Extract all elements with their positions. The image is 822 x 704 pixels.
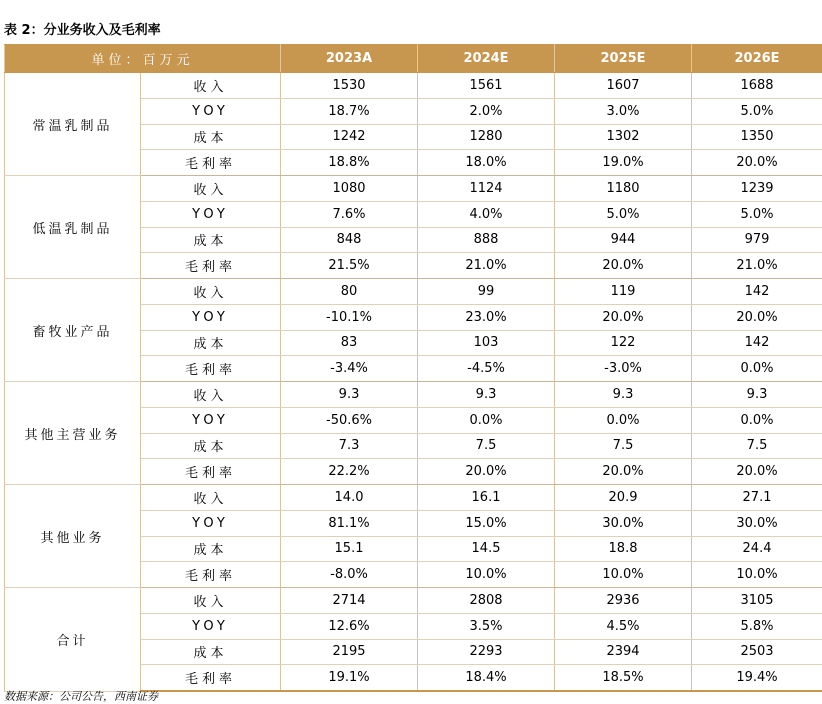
value-cell: 5.0% [692, 201, 822, 227]
value-cell: 15.0% [418, 510, 555, 536]
value-cell: 0.0% [692, 356, 822, 382]
value-cell: 5.0% [555, 201, 692, 227]
metric-label: 成本 [141, 536, 281, 562]
metric-label: 成本 [141, 124, 281, 150]
metric-label: 收入 [141, 279, 281, 305]
value-cell: 1350 [692, 124, 822, 150]
value-cell: 4.5% [555, 613, 692, 639]
value-cell: 22.2% [281, 459, 418, 485]
value-cell: 19.1% [281, 665, 418, 691]
value-cell: 20.0% [692, 150, 822, 176]
value-cell: 0.0% [555, 407, 692, 433]
value-cell: 9.3 [555, 382, 692, 408]
year-header: 2024E [418, 45, 555, 73]
value-cell: 103 [418, 330, 555, 356]
metric-label: YOY [141, 510, 281, 536]
value-cell: 12.6% [281, 613, 418, 639]
value-cell: 20.0% [555, 304, 692, 330]
table-row [5, 73, 822, 99]
value-cell: -10.1% [281, 304, 418, 330]
value-cell: 5.0% [692, 98, 822, 124]
value-cell: 14.0 [281, 485, 418, 511]
segment-label: 低温乳制品 [5, 176, 141, 279]
value-cell: 80 [281, 279, 418, 305]
segment-label: 合计 [5, 588, 141, 692]
value-cell: 7.5 [555, 433, 692, 459]
segment-label: 畜牧业产品 [5, 279, 141, 382]
value-cell: 18.8 [555, 536, 692, 562]
metric-label: 毛利率 [141, 665, 281, 691]
value-cell: 20.0% [555, 253, 692, 279]
value-cell: 1302 [555, 124, 692, 150]
value-cell: 83 [281, 330, 418, 356]
value-cell: 21.5% [281, 253, 418, 279]
value-cell: 10.0% [418, 562, 555, 588]
value-cell: 7.5 [418, 433, 555, 459]
value-cell: 18.7% [281, 98, 418, 124]
revenue-margin-table [4, 44, 822, 692]
value-cell: 2394 [555, 639, 692, 665]
value-cell: 10.0% [555, 562, 692, 588]
value-cell: 9.3 [692, 382, 822, 408]
value-cell: 20.9 [555, 485, 692, 511]
value-cell: 1180 [555, 176, 692, 202]
value-cell: 1242 [281, 124, 418, 150]
metric-label: YOY [141, 98, 281, 124]
metric-label: 成本 [141, 330, 281, 356]
value-cell: 1688 [692, 73, 822, 99]
value-cell: 19.4% [692, 665, 822, 691]
metric-label: 毛利率 [141, 150, 281, 176]
header-row [5, 45, 822, 73]
value-cell: 21.0% [692, 253, 822, 279]
value-cell: 4.0% [418, 201, 555, 227]
value-cell: 30.0% [555, 510, 692, 536]
value-cell: 2293 [418, 639, 555, 665]
value-cell: 1561 [418, 73, 555, 99]
value-cell: 9.3 [418, 382, 555, 408]
value-cell: 888 [418, 227, 555, 253]
value-cell: -3.0% [555, 356, 692, 382]
value-cell: 1080 [281, 176, 418, 202]
value-cell: 2714 [281, 588, 418, 614]
value-cell: -50.6% [281, 407, 418, 433]
value-cell: 14.5 [418, 536, 555, 562]
value-cell: 10.0% [692, 562, 822, 588]
metric-label: 收入 [141, 73, 281, 99]
metric-label: 成本 [141, 639, 281, 665]
metric-label: YOY [141, 304, 281, 330]
value-cell: 944 [555, 227, 692, 253]
value-cell: 2936 [555, 588, 692, 614]
value-cell: 30.0% [692, 510, 822, 536]
metric-label: 毛利率 [141, 562, 281, 588]
value-cell: 18.8% [281, 150, 418, 176]
value-cell: 0.0% [418, 407, 555, 433]
value-cell: -4.5% [418, 356, 555, 382]
year-header: 2025E [555, 45, 692, 73]
segment-label: 常温乳制品 [5, 73, 141, 176]
table-row [5, 588, 822, 614]
value-cell: 979 [692, 227, 822, 253]
value-cell: 9.3 [281, 382, 418, 408]
value-cell: 21.0% [418, 253, 555, 279]
metric-label: 收入 [141, 485, 281, 511]
value-cell: 3105 [692, 588, 822, 614]
value-cell: 2195 [281, 639, 418, 665]
metric-label: 毛利率 [141, 253, 281, 279]
metric-label: 收入 [141, 176, 281, 202]
value-cell: 27.1 [692, 485, 822, 511]
value-cell: 18.0% [418, 150, 555, 176]
value-cell: 7.3 [281, 433, 418, 459]
data-source-note: 数据来源：公司公告，西南证券 [4, 690, 158, 703]
metric-label: YOY [141, 407, 281, 433]
value-cell: 20.0% [555, 459, 692, 485]
value-cell: 142 [692, 330, 822, 356]
table-title: 表 2：分业务收入及毛利率 [4, 23, 161, 38]
metric-label: YOY [141, 201, 281, 227]
unit-header: 单位：百万元 [5, 45, 281, 73]
value-cell: 19.0% [555, 150, 692, 176]
value-cell: 1280 [418, 124, 555, 150]
value-cell: 5.8% [692, 613, 822, 639]
segment-label: 其他业务 [5, 485, 141, 588]
value-cell: 1124 [418, 176, 555, 202]
value-cell: 20.0% [692, 304, 822, 330]
metric-label: 成本 [141, 227, 281, 253]
value-cell: -8.0% [281, 562, 418, 588]
metric-label: 成本 [141, 433, 281, 459]
year-header: 2023A [281, 45, 418, 73]
value-cell: 23.0% [418, 304, 555, 330]
value-cell: 0.0% [692, 407, 822, 433]
table-row [5, 279, 822, 305]
value-cell: 20.0% [418, 459, 555, 485]
value-cell: 7.6% [281, 201, 418, 227]
value-cell: 848 [281, 227, 418, 253]
metric-label: 毛利率 [141, 459, 281, 485]
value-cell: 7.5 [692, 433, 822, 459]
segment-label: 其他主营业务 [5, 382, 141, 485]
value-cell: 142 [692, 279, 822, 305]
metric-label: 毛利率 [141, 356, 281, 382]
year-header: 2026E [692, 45, 822, 73]
value-cell: 2503 [692, 639, 822, 665]
value-cell: 1607 [555, 73, 692, 99]
value-cell: 18.5% [555, 665, 692, 691]
value-cell: 81.1% [281, 510, 418, 536]
metric-label: 收入 [141, 382, 281, 408]
value-cell: 20.0% [692, 459, 822, 485]
value-cell: 122 [555, 330, 692, 356]
value-cell: 1239 [692, 176, 822, 202]
table-row [5, 382, 822, 408]
value-cell: 3.5% [418, 613, 555, 639]
value-cell: 99 [418, 279, 555, 305]
metric-label: 收入 [141, 588, 281, 614]
table-row [5, 176, 822, 202]
value-cell: 119 [555, 279, 692, 305]
value-cell: 15.1 [281, 536, 418, 562]
value-cell: 2.0% [418, 98, 555, 124]
metric-label: YOY [141, 613, 281, 639]
value-cell: 1530 [281, 73, 418, 99]
value-cell: 3.0% [555, 98, 692, 124]
value-cell: 16.1 [418, 485, 555, 511]
value-cell: 24.4 [692, 536, 822, 562]
value-cell: 18.4% [418, 665, 555, 691]
value-cell: 2808 [418, 588, 555, 614]
table-row [5, 485, 822, 511]
value-cell: -3.4% [281, 356, 418, 382]
